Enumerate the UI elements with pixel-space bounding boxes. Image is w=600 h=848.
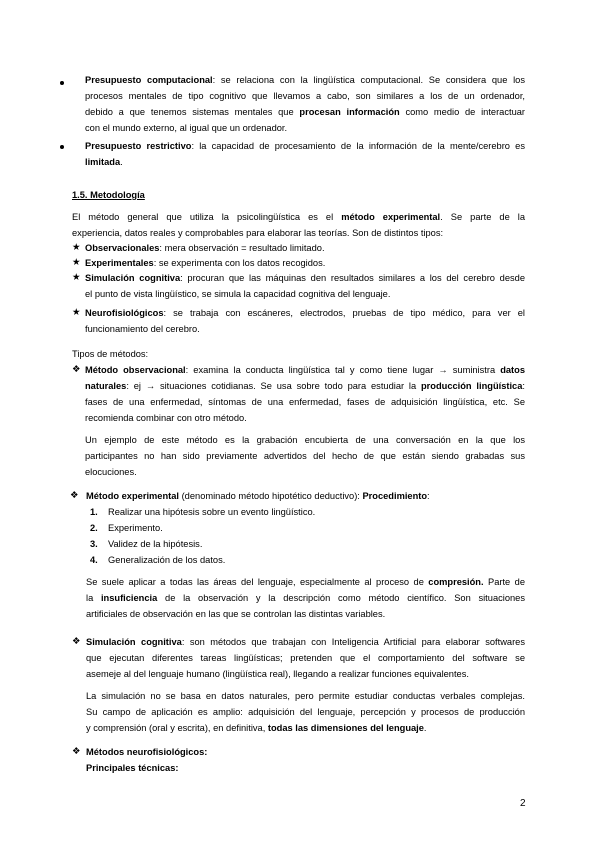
bullet-1-line-4: con el mundo externo, al igual que un ordenador. [85,123,288,133]
procedure-number: 1. [90,507,98,517]
bold-run: Observacionales [85,243,160,253]
m-neuro-title: Métodos neurofisiológicos: [86,747,208,757]
m-sim-line-2: que ejecutan diferentes tareas lingüísticas; pretenden que el comportamiento del software se [86,653,525,663]
bullet-dot [60,81,64,85]
bullet-1-line-3: debido a que tenemos sistemas mentales que procesan información como medio de interactuar [85,107,526,117]
bold-run: producción lingüística [420,381,523,391]
intro-line-2: experiencia, datos reales y comprobables para elaborar las teorías. Son de distintos tipos: [72,228,444,238]
bold-run: procesan información [299,107,400,117]
bold-run: Método experimental [86,491,179,501]
diamond-bullet-icon: ❖ [70,490,79,501]
section-heading: 1.5. Metodología [72,190,145,200]
m-obs-line-3: fases de una enfermedad, síntomas de una enfermedad, fases de adquisición lingüística, etc. Se [85,397,525,407]
bullet-dot [60,145,64,149]
star-item-3-line-1: Simulación cognitiva: procuran que las máquinas den resultados similares a los del cerebro desde [85,273,525,283]
bold-run: Procedimiento [362,491,428,501]
star-item-4-line-2: funcionamiento del cerebro. [85,324,200,334]
bold-run: compresión. [428,577,484,587]
bold-run: Simulación cognitiva [85,273,181,283]
procedure-number: 4. [90,555,98,565]
star-item-2: Experimentales: se experimenta con los datos recogidos. [85,258,326,268]
star-item-3-line-2: el punto de vista lingüístico, se simula la capacidad cognitiva del lenguaje. [85,289,391,299]
m-sim-line-1: Simulación cognitiva: son métodos que trabajan con Inteligencia Artificial para elaborar softwares [86,637,525,647]
star-icon: ★ [72,272,81,283]
m-exp-head: Método experimental (denominado método hipotético deductivo): Procedimiento: [86,491,430,501]
bullet-2-line-2: limitada. [85,157,123,167]
bold-run: limitada [85,157,121,167]
bold-run: datos [500,365,525,375]
bullet-2-line-1: Presupuesto restrictivo: la capacidad de procesamiento de la información de la mente/cerebro es [85,141,525,151]
m-sim-para-line-2: Su campo de aplicación es amplio: adquisición del lenguaje, percepción y procesos de producción [86,707,525,717]
diamond-bullet-icon: ❖ [72,636,81,647]
bold-run: todas las dimensiones del lenguaje [267,723,424,733]
bold-run: Presupuesto restrictivo [85,141,192,151]
intro-line-1: El método general que utiliza la psicolingüística es el método experimental. Se parte de la [72,212,526,222]
m-sim-para-line-3: y comprensión (oral y escrita), en definitiva, todas las dimensiones del lenguaje. [86,723,427,733]
m-obs-example-line-1: Un ejemplo de este método es la grabación encubierta de una conversación en la que los [85,435,525,445]
procedure-number: 3. [90,539,98,549]
page-number: 2 [520,798,526,809]
m-sim-para-line-1: La simulación no se basa en datos naturales, pero permite estudiar conductas verbales complejas. [86,691,525,701]
m-sim-line-3: asemeje al del lenguaje humano (lingüística real), llegando a realizar funciones equivalentes. [86,669,469,679]
star-item-4-line-1: Neurofisiológicos: se trabaja con escáneres, electrodos, pruebas de tipo médico, para ver el [85,308,525,318]
bold-run: naturales [85,381,127,391]
star-icon: ★ [72,257,81,268]
m-neuro-subtitle: Principales técnicas: [86,763,179,773]
procedure-step: Validez de la hipótesis. [108,539,203,549]
procedure-number: 2. [90,523,98,533]
bold-run: Experimentales [85,258,154,268]
star-icon: ★ [72,242,81,253]
m-exp-para-line-1: Se suele aplicar a todas las áreas del lenguaje, especialmente al proceso de compresión. Parte de [86,577,525,587]
bold-run: Simulación cognitiva [86,637,182,647]
bullet-1-line-2: procesos mentales de tipo cognitivo que llevamos a cabo, son similares a los de un ordenador, [85,91,525,101]
m-exp-para-line-3: artificiales de observación en las que se controlan las distintas variables. [86,609,386,619]
procedure-step: Generalización de los datos. [108,555,226,565]
diamond-bullet-icon: ❖ [72,364,81,375]
bold-run: insuficiencia [100,593,158,603]
star-item-1: Observacionales: mera observación = resultado limitado. [85,243,325,253]
diamond-bullet-icon: ❖ [72,746,81,757]
m-exp-para-line-2: la insuficiencia de la observación y la descripción como método científico. Son situaciones [86,593,525,603]
bold-run: Método observacional [85,365,186,375]
m-obs-example-line-2: participantes no han sido previamente advertidos del hecho de que están siendo grabadas sus [85,451,525,461]
bullet-1-line-1: Presupuesto computacional: se relaciona con la lingüística computacional. Se considera que los [85,75,525,85]
bold-run: Presupuesto computacional [85,75,213,85]
bold-run: método experimental [341,212,441,222]
star-icon: ★ [72,307,81,318]
bold-run: Neurofisiológicos [85,308,164,318]
m-obs-line-4: recomienda combinar con otro método. [85,413,247,423]
procedure-step: Experimento. [108,523,163,533]
m-obs-line-1: Método observacional: examina la conducta lingüística tal y como tiene lugar → suministra datos [85,365,525,375]
m-obs-example-line-3: elocuciones. [85,467,137,477]
procedure-step: Realizar una hipótesis sobre un evento lingüístico. [108,507,316,517]
m-obs-line-2: naturales: ej → situaciones cotidianas. Se usa sobre todo para estudiar la producción lingüística: [85,381,525,391]
types-label: Tipos de métodos: [72,349,149,359]
